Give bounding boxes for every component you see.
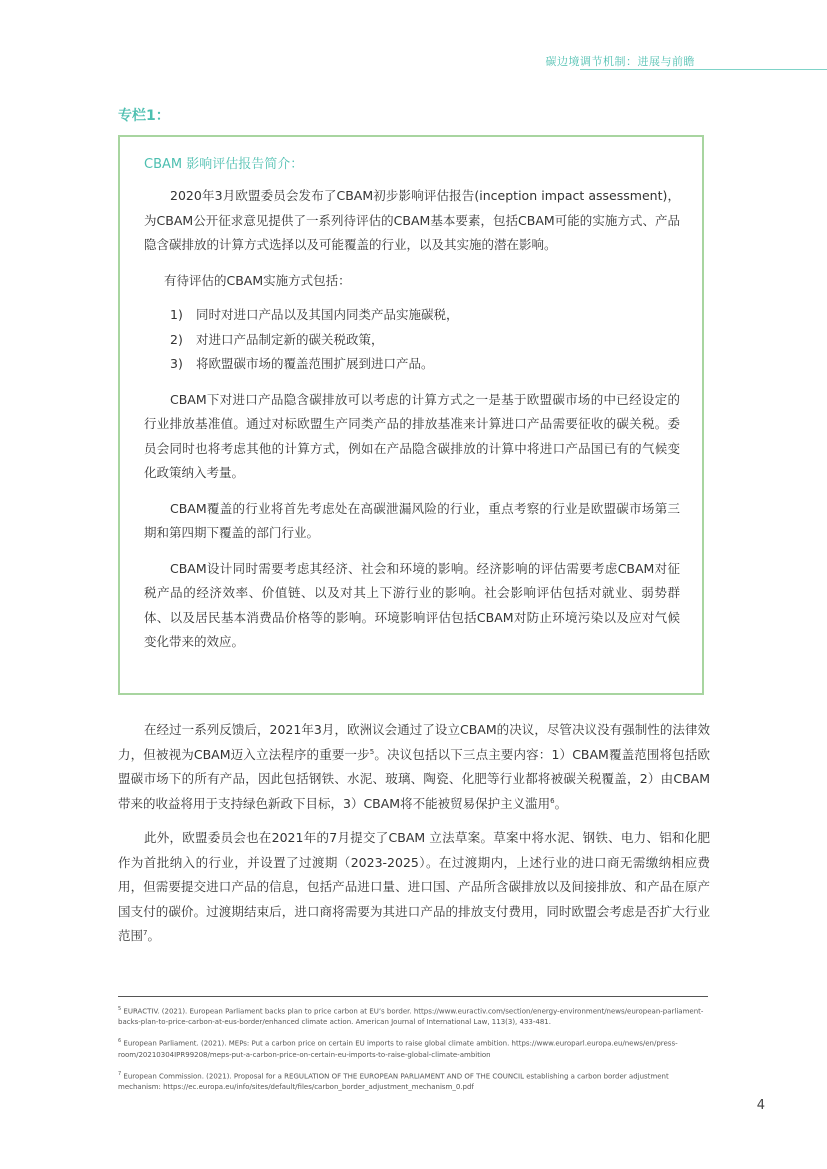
body-text [118, 718, 710, 959]
footnote-number: 5 [118, 1006, 122, 1012]
list-item-number: 3) [170, 356, 183, 371]
footnote-text: European Parliament. (2021). MEPs: Put a carbon price on certain EU imports to raise global climate ambition. https://www.europarl.europa.eu/news/en/press-room/20210304IPR99208/meps-put-a-carbon-price-on-certain-eu-imports-to-raise-global-climate-ambition [118, 1039, 678, 1059]
box-list-lead: 有待评估的CBAM实施方式包括： [164, 272, 351, 288]
list-item-number: 1) [170, 307, 183, 322]
footnote-ref-5[interactable]: 5 [369, 747, 375, 756]
list-item-number: 2) [170, 331, 183, 347]
footnote-divider [118, 996, 708, 997]
footnote-text: European Commission. (2021). Proposal for a REGULATION OF THE EUROPEAN PARLIAMENT AND OF THE COUNCIL establishing a carbon border adjustment mechanism: https://ec.europa.eu/info/sites/default/files/carbon_border_adjustment_mechanism_0.pdf [118, 1071, 669, 1091]
footnote-ref-6[interactable]: 6 [550, 796, 555, 805]
paragraph-text: 此外，欧盟委员会也在2021年的7月提交了CBAM 立法草案。草案中将水泥、钢铁、电力、铝和化肥作为首批纳入的行业，并设置了过渡期（2023-2025）。在过渡期内，上述行业的进口商无需缴纳相应费用，但需要提交进口产品的信息，包括产品进口量、进口国、产品所含碳排放以及间接排放、和产品在原产国支付的碳价。过渡期结束后，进口商将需要为其进口产品的排放支付费用，同时欧盟会考虑是否扩大行业范围 [118, 830, 710, 943]
body-paragraph-1 [118, 718, 710, 816]
implementation-options-list [144, 303, 680, 377]
footnote-6 [118, 1036, 710, 1060]
footnote-text: EURACTIV. (2021). European Parliament backs plan to price carbon at EU’s border. https://www.euractiv.com/section/energy-environment/news/european-parliament-backs-plan-to-price-carbon-at-eus-border/enhanced climate action. American Journal of International Law, 113(3), 433-481. [118, 1007, 704, 1027]
footnote-5 [118, 1004, 710, 1028]
box-sectors-paragraph: CBAM覆盖的行业将首先考虑处在高碳泄漏风险的行业，重点考察的行业是欧盟碳市场第三期和第四期下覆盖的部门行业。 [144, 500, 680, 540]
list-item-text: 对进口产品制定新的碳关税政策， [196, 331, 384, 347]
footnote-number: 6 [118, 1038, 122, 1045]
footnotes [118, 1004, 710, 1101]
header-rule [580, 69, 827, 70]
list-item [170, 352, 680, 377]
list-item-text: 同时对进口产品以及其国内同类产品实施碳税， [196, 307, 459, 322]
running-header-title: 碳边境调节机制：进展与前瞻 [545, 55, 695, 68]
paragraph-text: 。决议包括以下三点主要内容：1）CBAM覆盖范围将包括欧盟碳市场下的所有产品，因此包括钢铁、水泥、玻璃、陶瓷、化肥等行业都将被碳关税覆盖，2）由CBAM带来的收益将用于支持绿色新政下目标，3）CBAM将不能被贸易保护主义滥用 [118, 746, 711, 811]
box-intro-paragraph: 2020年3月欧盟委员会发布了CBAM初步影响评估报告(inception impact assessment)，为CBAM公开征求意见提供了一系列待评估的CBAM基本要素，包括CBAM可能的实施方式、产品隐含碳排放的计算方式选择以及可能覆盖的行业，以及其实施的潜在影响。 [144, 188, 680, 252]
list-item-text: 将欧盟碳市场的覆盖范围扩展到进口产品。 [196, 356, 434, 371]
list-item [170, 328, 680, 353]
body-paragraph-2 [118, 826, 710, 949]
info-box [118, 135, 704, 695]
paragraph-text: 。 [147, 928, 160, 943]
page-number: 4 [756, 1098, 765, 1113]
footnote-7 [118, 1069, 710, 1093]
box-calculation-paragraph: CBAM下对进口产品隐含碳排放可以考虑的计算方式之一是基于欧盟碳市场的中已经设定的行业排放基准值。通过对标欧盟生产同类产品的排放基准来计算进口产品需要征收的碳关税。委员会同时也将考虑其他的计算方式，例如在产品隐含碳排放的计算中将进口产品国已有的气候变化政策纳入考量。 [144, 391, 680, 480]
paragraph-text: 在经过一系列反馈后，2021年3月，欧洲议会通过了设立CBAM的决议，尽管决议没有强制性的法律效力，但被视为CBAM迈入立法程序的重要一步 [118, 722, 710, 762]
box-impact-paragraph: CBAM设计同时需要考虑其经济、社会和环境的影响。经济影响的评估需要考虑CBAM对征税产品的经济效率、价值链、以及对其上下游行业的影响。社会影响评估包括对就业、弱势群体、以及居民基本消费品价格等的影响。环境影响评估包括CBAM对防止环境污染以及应对气候变化带来的效应。 [144, 560, 680, 649]
footnote-number: 7 [118, 1070, 122, 1077]
box-title: CBAM 影响评估报告简介： [144, 157, 304, 172]
column-title: 专栏1： [118, 108, 170, 124]
list-item [170, 303, 680, 328]
footnote-ref-7[interactable]: 7 [143, 928, 148, 937]
paragraph-text: 。 [554, 795, 568, 811]
